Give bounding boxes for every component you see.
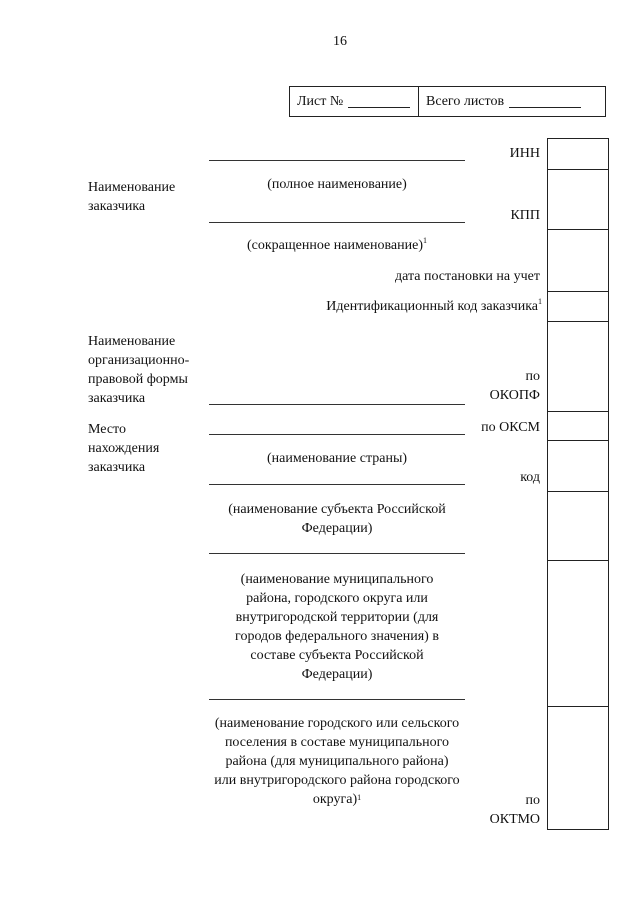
oksm-cell-divider [548,440,608,441]
sheet-info-box [289,86,606,117]
okopf-po-label: по [525,369,540,384]
page-number: 16 [333,34,347,49]
registration-date-label: дата постановки на учет [394,269,540,284]
customer-id-code-label [280,299,542,315]
subject-code-cell-divider [548,560,608,561]
code-cell-divider [548,491,608,492]
municipal-line[interactable] [209,553,465,554]
country-caption: (наименование страны) [266,451,408,466]
short-name-footnote: 1 [423,236,428,245]
legal-form-label: Наименование организационно-правовой формы заказчика [88,334,190,406]
location-label: Место нахождения заказчика [88,422,160,475]
sheet-number-label: Лист № [297,93,344,109]
okopf-label: ОКОПФ [489,388,540,403]
sheet-number-blank[interactable] [348,95,410,108]
short-name-caption [209,238,465,254]
code-label: код [520,470,540,485]
subject-line[interactable] [209,484,465,485]
inn-label: ИНН [509,146,540,161]
sheet-number-cell[interactable] [290,87,418,116]
settlement-footnote: 1 [357,793,362,802]
short-name-line[interactable] [209,222,465,223]
total-sheets-label: Всего листов [426,93,505,109]
short-name-caption-text: (сокращенное наименование) [246,238,424,253]
full-name-line[interactable] [209,160,465,161]
customer-name-label: Наименование заказчика [88,180,176,214]
inn-cell-divider [548,169,608,170]
customer-id-cell-divider [548,321,608,322]
settlement-caption-text: (наименование городского или сельского поселения в составе муниципального района (для муниципального района) или внутригородского района городского округа) [214,716,460,807]
full-name-caption: (полное наименование) [267,177,407,192]
kpp-label: КПП [510,208,540,223]
settlement-line[interactable] [209,699,465,700]
country-line[interactable] [209,434,465,435]
total-sheets-blank[interactable] [509,95,581,108]
municipal-code-cell-divider [548,706,608,707]
customer-id-footnote: 1 [538,297,542,306]
customer-id-code-text: Идентификационный код заказчика [326,299,538,314]
oksm-label: по ОКСМ [481,420,540,435]
okopf-cell-divider [548,411,608,412]
code-column [547,138,609,830]
oktmo-po-label: по [525,793,540,808]
subject-caption: (наименование субъекта Российской Федерации) [228,502,446,536]
oktmo-label: ОКТМО [489,812,540,827]
total-sheets-cell[interactable] [418,87,605,116]
kpp-cell-divider [548,229,608,230]
municipal-caption: (наименование муниципального района, городского округа или внутригородской территории (для городов федерального значения) в составе субъекта Российской Федерации) [235,572,439,682]
settlement-caption [214,714,460,809]
registration-date-cell-divider [548,291,608,292]
legal-form-line[interactable] [209,404,465,405]
